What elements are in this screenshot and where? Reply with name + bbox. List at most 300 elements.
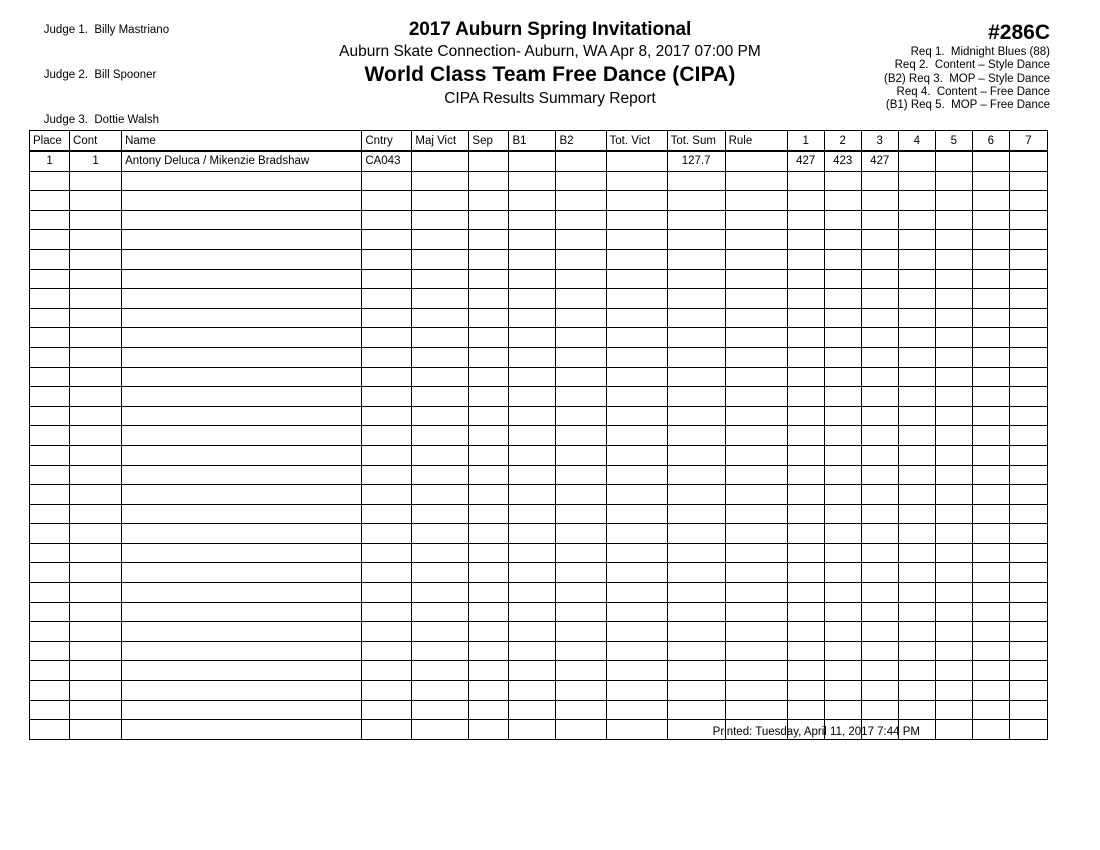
cell-empty [556,347,606,367]
cell-empty [70,289,122,309]
cell-empty [861,210,898,230]
cell-empty [70,504,122,524]
cell-empty [412,583,469,603]
judge-row [31,53,169,98]
cell-empty [469,465,509,485]
cell-empty [667,210,725,230]
cell-empty [898,426,935,446]
cell-empty [787,230,824,250]
cell-empty [30,700,70,720]
requirement-text: Content – Style Dance [934,59,1050,72]
cell-empty [122,504,362,524]
cell-empty [122,230,362,250]
cell-empty [556,465,606,485]
cell-empty [509,524,556,544]
table-row-empty[interactable] [30,367,1048,387]
cell-empty [935,504,972,524]
cell-cntry: CA043 [362,151,412,171]
cell-empty [972,210,1009,230]
cell-empty [412,308,469,328]
cell-empty [122,171,362,191]
cell-empty [70,583,122,603]
cell-empty [725,681,787,701]
cell-empty [1009,289,1047,309]
cell-empty [725,328,787,348]
cell-empty [412,445,469,465]
requirement-text: Midnight Blues (88) [950,46,1050,58]
cell-empty [362,171,412,191]
cell-empty [725,504,787,524]
cell-empty [787,583,824,603]
cell-empty [469,445,509,465]
cell-empty [898,583,935,603]
cell-empty [469,543,509,563]
cell-empty [606,347,667,367]
cell-empty [725,563,787,583]
cell-empty [935,387,972,407]
cell-empty [1009,347,1047,367]
cell-empty [556,308,606,328]
cell-empty [509,485,556,505]
cell-empty [824,171,861,191]
cell-empty [606,289,667,309]
cell-empty [412,406,469,426]
cell-empty [469,406,509,426]
cell-empty [824,191,861,211]
table-row-empty[interactable] [30,700,1048,720]
cell-empty [935,700,972,720]
cell-empty [556,426,606,446]
cell-empty [725,269,787,289]
cell-empty [787,426,824,446]
cell-empty [824,406,861,426]
cell-empty [469,661,509,681]
cell-empty [824,641,861,661]
cell-empty [469,367,509,387]
cell-empty [122,602,362,622]
cell-empty [898,328,935,348]
cell-empty [509,426,556,446]
cell-empty [30,367,70,387]
table-row-empty[interactable] [30,289,1048,309]
table-row-empty[interactable] [30,171,1048,191]
cell-empty [1009,661,1047,681]
table-row-empty[interactable] [30,210,1048,230]
cell-empty [70,367,122,387]
cell-empty [972,543,1009,563]
table-row-empty[interactable] [30,387,1048,407]
cell-empty [122,269,362,289]
requirement-number: 2. [918,59,929,72]
cell-empty [824,602,861,622]
table-row-empty[interactable] [30,681,1048,701]
cell-empty [509,700,556,720]
table-row-empty[interactable] [30,328,1048,348]
cell-empty [70,387,122,407]
cell-empty [556,445,606,465]
cell-empty [824,289,861,309]
table-row-empty[interactable] [30,583,1048,603]
cell-empty [606,445,667,465]
cell-empty [972,504,1009,524]
cell-empty [935,622,972,642]
cell-empty [412,269,469,289]
cell-empty [824,563,861,583]
cell-empty [606,563,667,583]
table-row-empty[interactable] [30,406,1048,426]
cell-empty [972,661,1009,681]
class-title: World Class Team Free Dance (CIPA) [364,63,736,86]
cell-empty [556,191,606,211]
cell-empty [898,485,935,505]
cell-empty [898,387,935,407]
cell-empty [70,426,122,446]
cell-empty [972,308,1009,328]
cell-empty [1009,328,1047,348]
cell-empty [412,563,469,583]
cell-empty [122,367,362,387]
cell-empty [70,210,122,230]
cell-empty [861,622,898,642]
cell-empty [30,347,70,367]
cell-empty [898,269,935,289]
cell-empty [667,641,725,661]
column-header-sep: Sep [469,131,509,152]
cell-empty [469,641,509,661]
cell-empty [30,681,70,701]
cell-empty [606,269,667,289]
cell-empty [861,641,898,661]
cell-empty [412,426,469,446]
cell-empty [861,249,898,269]
cell-empty [824,367,861,387]
cell-empty [787,622,824,642]
cell-empty [30,583,70,603]
cell-empty [122,191,362,211]
cell-empty [30,641,70,661]
table-row-empty[interactable] [30,347,1048,367]
cell-empty [362,543,412,563]
cell-empty [362,406,412,426]
cell-empty [362,289,412,309]
cell-empty [122,465,362,485]
cell-empty [1009,504,1047,524]
table-row-empty[interactable] [30,504,1048,524]
judge-number: 2. [78,69,88,81]
cell-empty [412,622,469,642]
cell-empty [469,210,509,230]
cell-empty [898,504,935,524]
requirement-label: Req [910,99,932,112]
requirement-row [884,73,1050,86]
cell-empty [509,289,556,309]
cell-empty [1009,171,1047,191]
table-row-empty[interactable] [30,641,1048,661]
cell-empty [362,191,412,211]
cell-empty [509,445,556,465]
cell-empty [898,602,935,622]
table-row-empty[interactable] [30,485,1048,505]
cell-empty [898,308,935,328]
table-row-empty[interactable] [30,230,1048,250]
cell-empty [898,367,935,387]
cell-empty [469,602,509,622]
cell-empty [824,543,861,563]
cell-empty [861,524,898,544]
cell-empty [122,426,362,446]
cell-empty [1009,641,1047,661]
cell-judge-4 [898,151,935,171]
cell-empty [122,543,362,563]
cell-empty [787,543,824,563]
cell-empty [556,171,606,191]
cell-empty [362,328,412,348]
cell-empty [30,308,70,328]
cell-empty [1009,602,1047,622]
cell-empty [824,347,861,367]
cell-empty [861,563,898,583]
requirement-number: 3. [933,72,943,85]
cell-empty [509,269,556,289]
judge-name: Bill Spooner [94,69,157,81]
cell-empty [70,641,122,661]
cell-empty [725,661,787,681]
cell-empty [122,387,362,407]
cell-empty [824,308,861,328]
cell-empty [70,524,122,544]
cell-empty [861,269,898,289]
requirement-number: 1. [934,46,945,58]
cell-empty [824,445,861,465]
cell-empty [70,622,122,642]
cell-empty [1009,465,1047,485]
cell-empty [606,465,667,485]
cell-maj-vict [412,151,469,171]
cell-empty [30,485,70,505]
table-header [30,131,1048,152]
table-row-empty[interactable] [30,543,1048,563]
cell-empty [70,681,122,701]
cell-empty [667,661,725,681]
cell-empty [824,524,861,544]
judge-number: 3. [78,114,88,126]
cell-empty [122,328,362,348]
column-header-maj-vict: Maj Vict [412,131,469,152]
cell-empty [861,426,898,446]
cell-empty [412,700,469,720]
cell-empty [556,681,606,701]
cell-empty [30,269,70,289]
judge-name: Billy Mastriano [94,24,170,36]
cell-empty [725,210,787,230]
table-row-empty[interactable] [30,602,1048,622]
cell-empty [412,191,469,211]
cell-empty [725,426,787,446]
cell-empty [30,210,70,230]
cell-empty [606,191,667,211]
cell-empty [556,406,606,426]
cell-empty [935,465,972,485]
table-row-empty[interactable] [30,563,1048,583]
cell-empty [606,504,667,524]
cell-empty [972,406,1009,426]
requirement-row [884,86,1050,99]
requirement-row [884,99,1050,112]
column-header-judge-2: 2 [824,131,861,152]
table-row-empty[interactable] [30,661,1048,681]
cell-empty [122,249,362,269]
cell-empty [861,465,898,485]
cell-empty [898,445,935,465]
table-row-empty[interactable] [30,524,1048,544]
requirement-row [884,46,1050,59]
cell-empty [1009,524,1047,544]
cell-empty [935,289,972,309]
cell-empty [667,543,725,563]
cell-empty [935,367,972,387]
cell-empty [667,328,725,348]
cell-empty [469,249,509,269]
cell-empty [70,328,122,348]
cell-empty [935,426,972,446]
table-row-empty[interactable] [30,465,1048,485]
cell-empty [972,583,1009,603]
cell-empty [70,191,122,211]
table-row-empty[interactable] [30,191,1048,211]
cell-judge-5 [935,151,972,171]
cell-empty [30,602,70,622]
cell-empty [412,210,469,230]
table-body [30,151,1048,739]
cell-empty [606,661,667,681]
table-row-empty[interactable] [30,249,1048,269]
cell-empty [606,700,667,720]
cell-empty [362,367,412,387]
cell-empty [935,347,972,367]
table-row-empty[interactable] [30,426,1048,446]
cell-empty [824,210,861,230]
cell-empty [1009,269,1047,289]
column-header-b1: B1 [509,131,556,152]
cell-empty [412,171,469,191]
cell-empty [1009,406,1047,426]
cell-empty [469,681,509,701]
cell-empty [469,622,509,642]
table-row[interactable] [30,151,1048,171]
cell-empty [824,622,861,642]
cell-empty [972,485,1009,505]
judge-label: Judge [43,114,76,126]
requirement-label: Req [894,59,916,72]
cell-empty [606,249,667,269]
cell-empty [898,661,935,681]
cell-empty [824,426,861,446]
cell-empty [1009,367,1047,387]
cell-empty [667,269,725,289]
table-row-empty[interactable] [30,445,1048,465]
cell-empty [606,308,667,328]
table-row-empty[interactable] [30,269,1048,289]
cell-empty [787,602,824,622]
cell-empty [787,367,824,387]
cell-empty [606,622,667,642]
print-timestamp: Printed: Tuesday, April 11, 2017 7:44 PM [712,726,920,738]
cell-empty [469,171,509,191]
cell-empty [667,367,725,387]
table-row-empty[interactable] [30,308,1048,328]
cell-empty [935,445,972,465]
cell-empty [725,249,787,269]
cell-judge-3: 427 [861,151,898,171]
cell-empty [787,445,824,465]
cell-tot-vict [606,151,667,171]
cell-empty [362,269,412,289]
cell-empty [787,700,824,720]
cell-empty [667,563,725,583]
cell-empty [362,445,412,465]
cell-empty [787,387,824,407]
requirement-number: 4. [920,85,931,98]
cell-empty [667,308,725,328]
cell-empty [935,681,972,701]
cell-empty [667,191,725,211]
cell-empty [30,524,70,544]
requirement-text: MOP – Style Dance [949,72,1050,85]
cell-empty [972,641,1009,661]
cell-empty [935,308,972,328]
judge-number: 1. [78,24,88,36]
cell-empty [787,328,824,348]
cell-empty [861,347,898,367]
cell-empty [556,328,606,348]
cell-empty [898,563,935,583]
cell-empty [509,563,556,583]
cell-empty [362,249,412,269]
cell-empty [70,543,122,563]
cell-empty [556,387,606,407]
cell-judge-7 [1009,151,1047,171]
cell-empty [725,524,787,544]
cell-empty [725,583,787,603]
table-row-empty[interactable] [30,622,1048,642]
cell-empty [972,622,1009,642]
cell-empty [412,485,469,505]
cell-empty [70,661,122,681]
cell-empty [725,602,787,622]
requirement-prefix: (B2) [883,72,906,85]
cell-empty [935,583,972,603]
cell-empty [898,700,935,720]
cell-empty [412,230,469,250]
cell-empty [606,426,667,446]
cell-empty [30,249,70,269]
cell-empty [898,524,935,544]
cell-judge-2: 423 [824,151,861,171]
cell-empty [861,543,898,563]
cell-empty [30,191,70,211]
cell-empty [362,485,412,505]
cell-empty [509,308,556,328]
cell-empty [935,563,972,583]
cell-empty [70,563,122,583]
cell-empty [412,641,469,661]
column-header-judge-5: 5 [935,131,972,152]
cell-empty [972,249,1009,269]
cell-empty [70,230,122,250]
cell-empty [861,171,898,191]
cell-empty [70,406,122,426]
cell-empty [556,641,606,661]
